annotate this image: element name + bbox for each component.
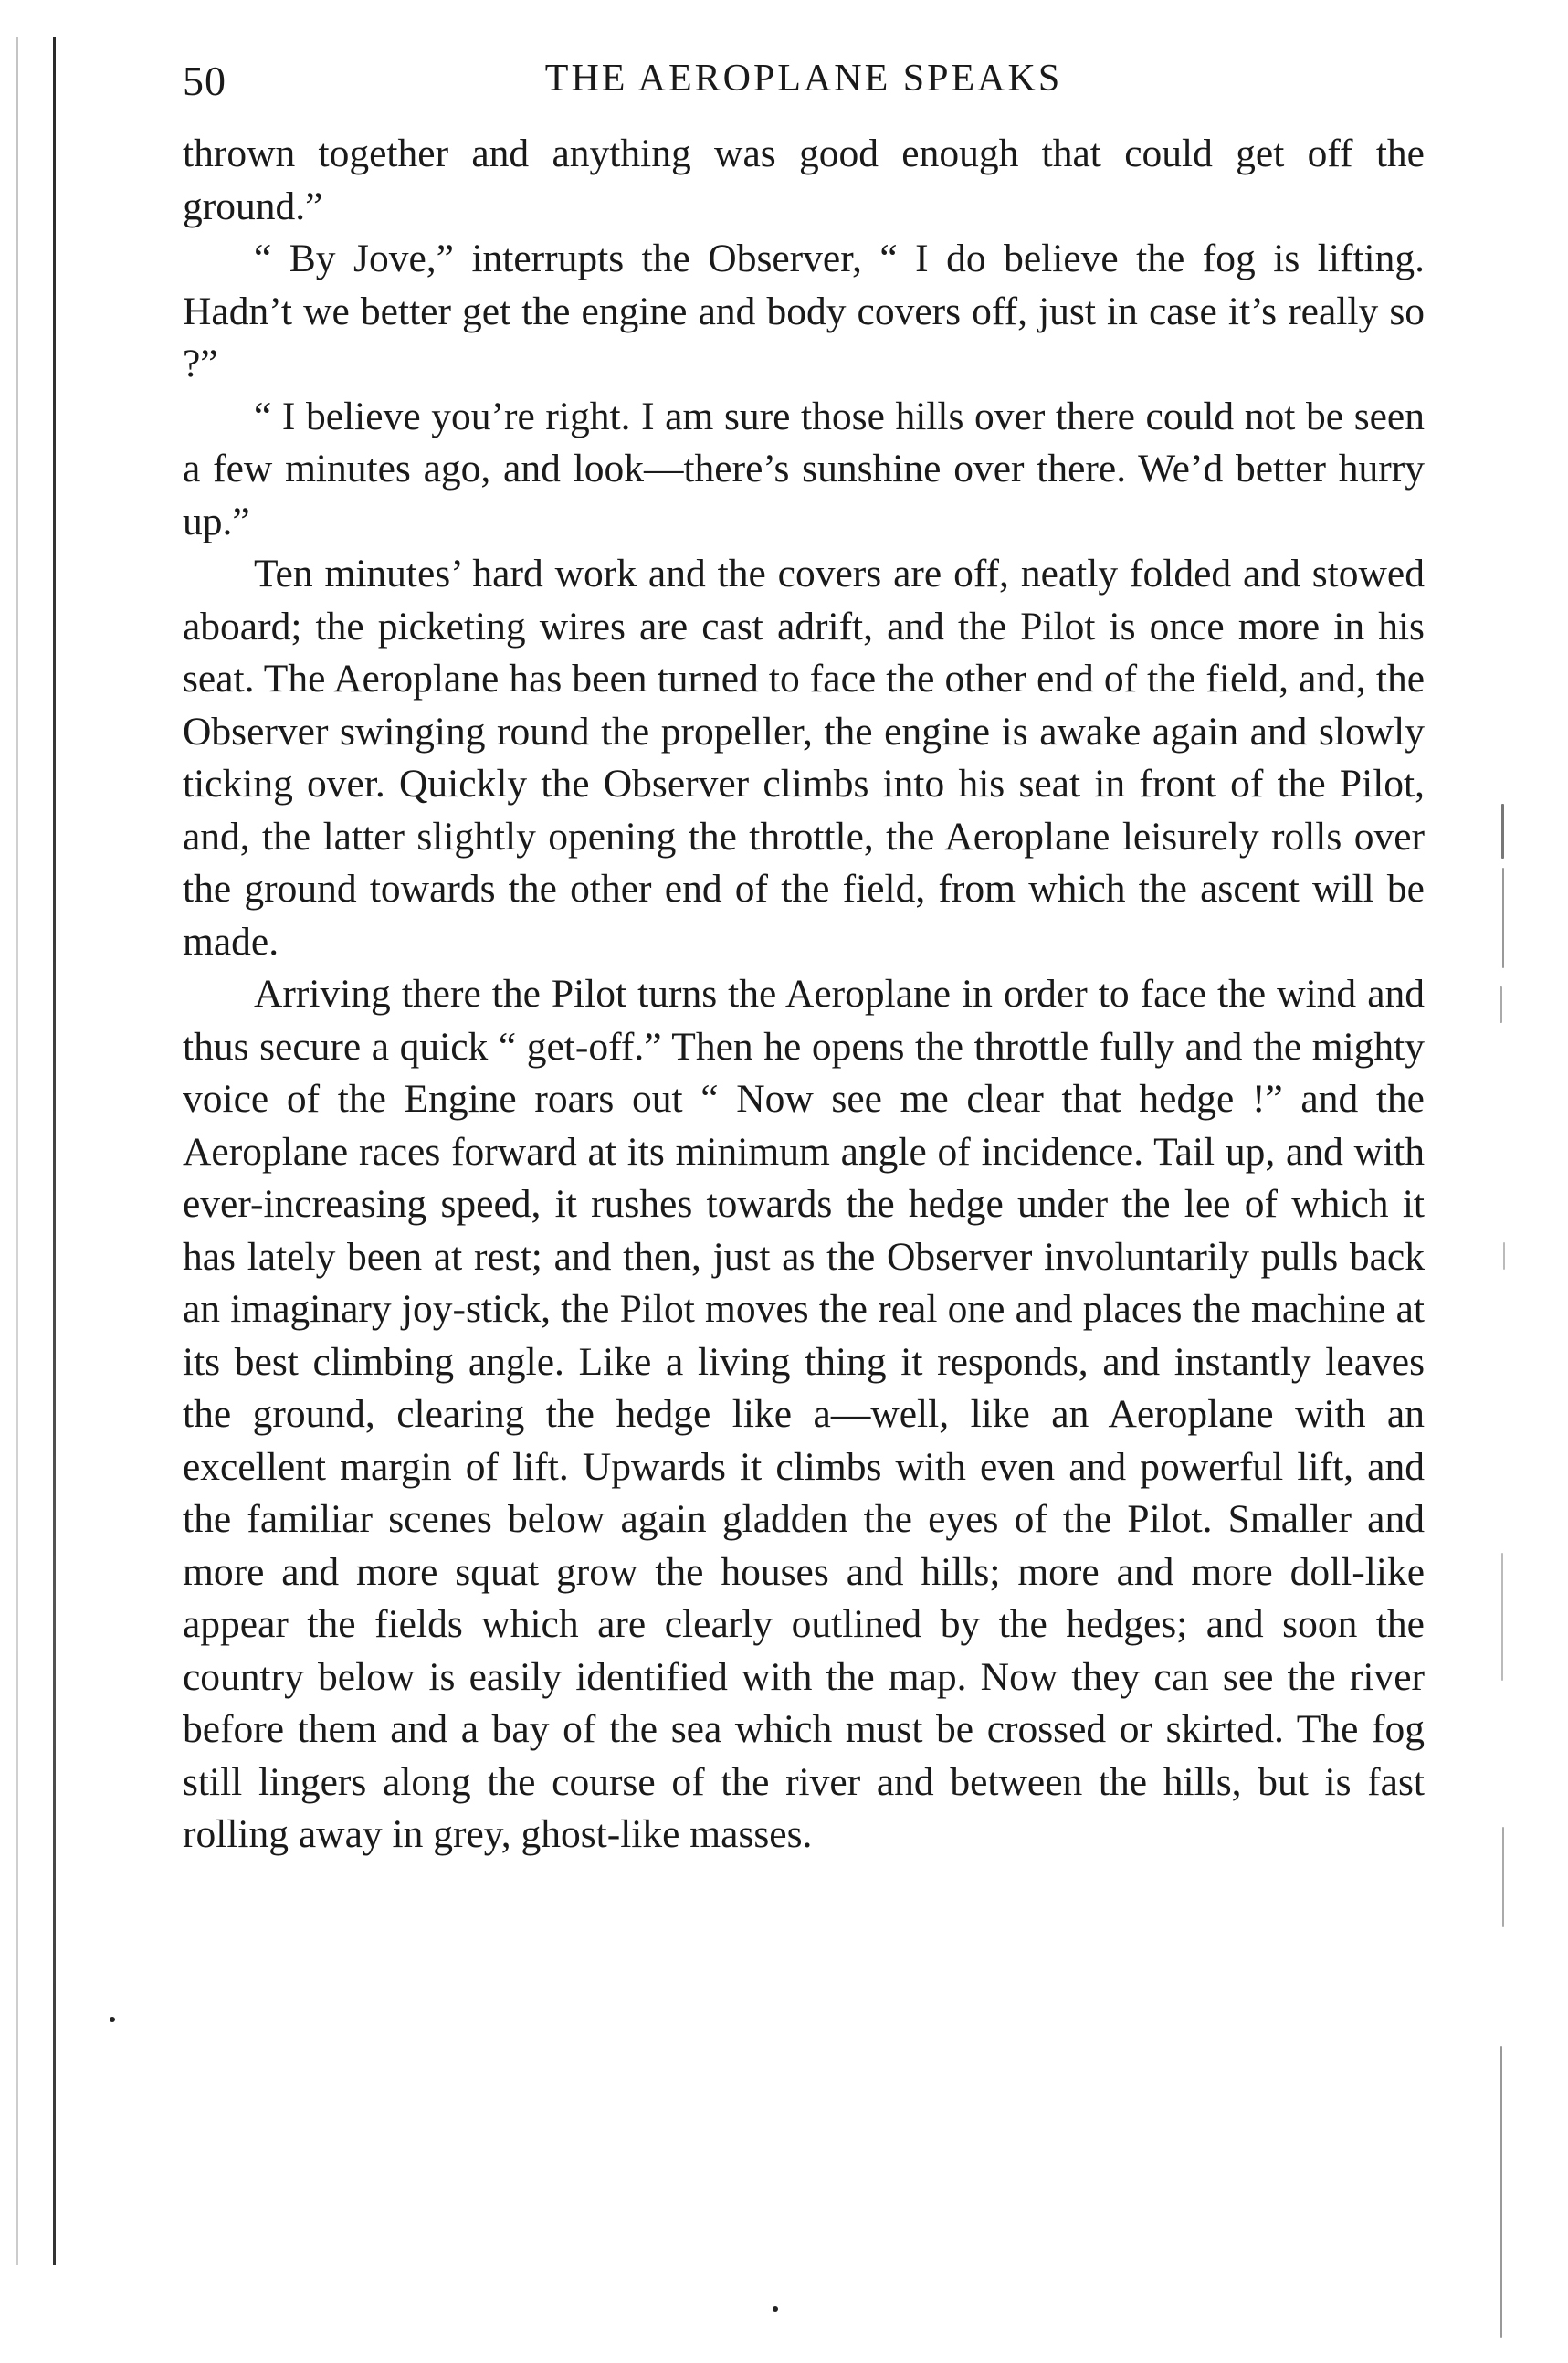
paragraph: “ By Jove,” interrupts the Observer, “ I do believe the fog is lifting. Hadn’t we better get the engine and body covers off, just in case it’s really so ?”: [183, 237, 1425, 385]
margin-scan-specks: [1498, 804, 1510, 2357]
body-text: [183, 128, 1425, 1862]
page-number: 50: [183, 58, 226, 104]
paragraph: Arriving there the Pilot turns the Aeroplane in order to face the wind and thus secure a quick “ get-off.” Then he opens the throttle fully and the mighty voice of the Engine roars out “ Now see me clear that hedge !” and the Aeroplane races forward at its minimum angle of incidence. Tail up, and with ever-increasing speed, it rushes towards the hedge under the lee of which it has lately been at rest; and then, just as the Observer involuntarily pulls back an imaginary joy-stick, the Pilot moves the real one and places the machine at its best climbing angle. Like a living thing it responds, and instantly leaves the ground, clearing the hedge like a—well, like an Aeroplane with an excellent margin of lift. Upwards it climbs with even and powerful lift, and the familiar scenes below again gladden the eyes of the Pilot. Smaller and more and more squat grow the houses and hills; more and more doll-like appear the fields which are clearly outlined by the hedges; and soon the country below is easily identified with the map. Now they can see the river before them and a bay of the sea which must be crossed or skirted. The fog still lingers along the course of the river and between the hills, but is fast rolling away in grey, ghost-like masses.: [183, 972, 1425, 1856]
paragraph: “ I believe you’re right. I am sure those hills over there could not be seen a few minutes ago, and look—there’s sunshine over there. We’d better hurry up.”: [183, 394, 1425, 543]
binding-edge-shadow: [16, 37, 18, 2265]
margin-dot: [110, 2017, 115, 2022]
binding-edge-line: [53, 37, 56, 2265]
paragraph: Ten minutes’ hard work and the covers are off, neatly folded and stowed aboard; the picketing wires are cast adrift, and the Pilot is once more in his seat. The Aeroplane has been turned to face the other end of the field, and, the Observer swinging round the propeller, the engine is awake again and slowly ticking over. Quickly the Observer climbs into his seat in front of the Pilot, and, the latter slightly opening the throttle, the Aeroplane leisurely rolls over the ground towards the other end of the field, from which the ascent will be made.: [183, 552, 1425, 964]
page-header: [183, 57, 1425, 121]
paragraph: thrown together and anything was good enough that could get off the ground.”: [183, 132, 1425, 228]
bottom-speck: [773, 2306, 778, 2312]
running-head: THE AEROPLANE SPEAKS: [544, 58, 1063, 100]
